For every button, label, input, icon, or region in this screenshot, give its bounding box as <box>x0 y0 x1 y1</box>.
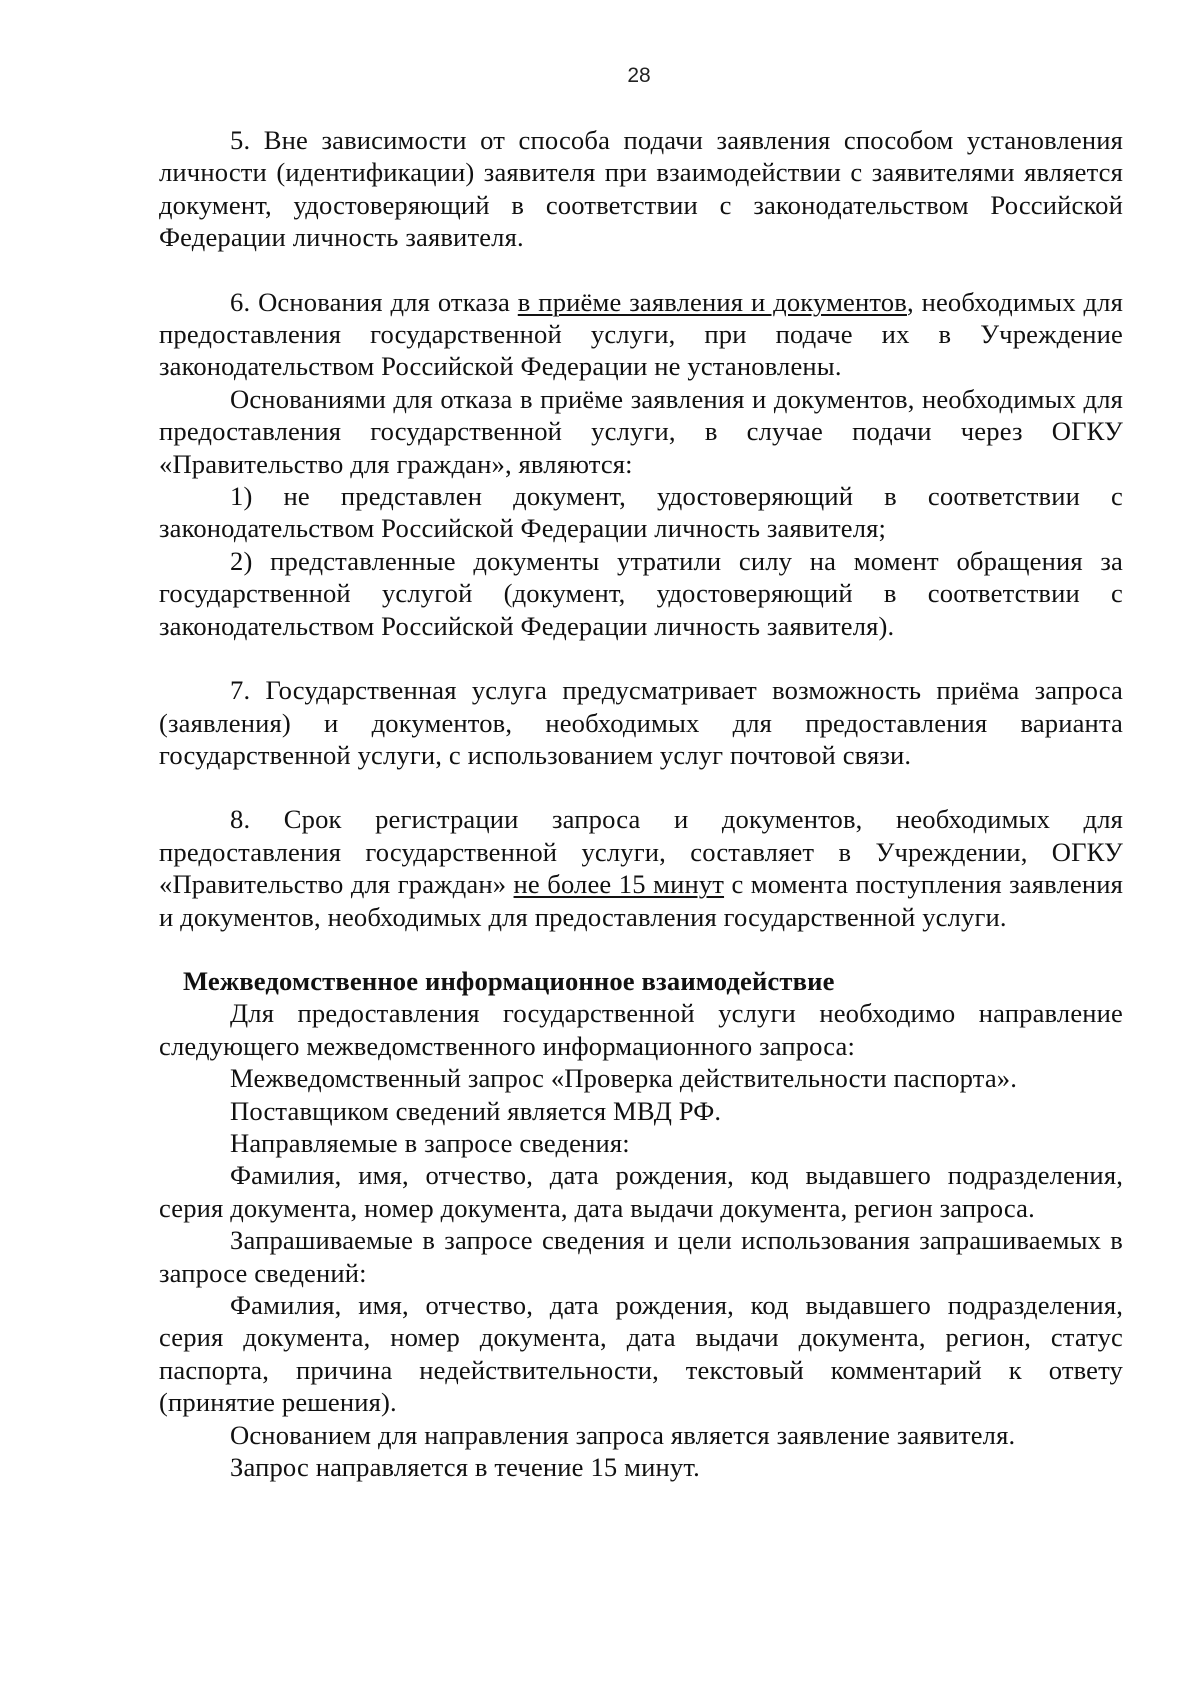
paragraph-6-end: , необходимых для предоставления государственной услуги, при подаче их в Учреждение законодательством Российской Федерации не установлены. <box>159 286 1123 382</box>
paragraph-8-start: 8. Срок регистрации запроса и документов, необходимых для предоставления государственной услуги, составляет в Учреждении, ОГКУ «Правительство для граждан» <box>159 804 1123 900</box>
paragraph-6 <box>159 286 1123 383</box>
paragraph-gap <box>159 933 1123 965</box>
section-deadline: Запрос направляется в течение 15 минут. <box>230 1452 700 1483</box>
section-sent-fields: Фамилия, имя, отчество, дата рождения, код выдавшего подразделения, серия документа, номер документа, дата выдачи документа, регион запроса. <box>159 1160 1123 1223</box>
section-heading: Межведомственное информационное взаимодействие <box>183 965 835 996</box>
section-provider: Поставщиком сведений является МВД РФ. <box>230 1095 722 1126</box>
section-sent-label: Направляемые в запросе сведения: <box>230 1127 630 1158</box>
paragraph-gap <box>159 642 1123 674</box>
paragraph-6-item-1: 1) не представлен документ, удостоверяющий в соответствии с законодательством Российской Федерации личность заявителя; <box>159 481 1123 544</box>
paragraph-6-grounds: Основаниями для отказа в приёме заявления и документов, необходимых для предоставления государственной услуги, в случае подачи через ОГКУ «Правительство для граждан», являются: <box>159 383 1123 479</box>
paragraph-gap <box>159 771 1123 803</box>
section-request: Межведомственный запрос «Проверка действительности паспорта». <box>230 1063 1018 1094</box>
paragraph-5: 5. Вне зависимости от способа подачи заявления способом установления личности (идентификации) заявителя при взаимодействии с заявителями является документ, удостоверяющий в соответствии с законодательством Российской Федерации личность заявителя. <box>159 125 1123 253</box>
paragraph-7: 7. Государственная услуга предусматривает возможность приёма запроса (заявления) и документов, необходимых для предоставления варианта государственной услуги, с использованием услуг почтовой связи. <box>159 675 1123 770</box>
paragraph-6-start: 6. Основания для отказа <box>230 286 518 317</box>
section-requested-label: Запрашиваемые в запросе сведения и цели использования запрашиваемых в запросе сведений: <box>159 1225 1123 1288</box>
section-basis: Основанием для направления запроса является заявление заявителя. <box>230 1419 1016 1450</box>
paragraph-6-item-2: 2) представленные документы утратили силу на момент обращения за государственной услугой (документ, удостоверяющий в соответствии с законодательством Российской Федерации личность заявителя). <box>159 545 1123 641</box>
paragraph-6-underlined: в приёме заявления и документов <box>517 286 907 317</box>
paragraph-8-underlined: не более 15 минут <box>513 869 725 900</box>
section-intro: Для предоставления государственной услуги необходимо направление следующего межведомственного информационного запроса: <box>159 998 1123 1061</box>
document-body <box>159 124 1123 1483</box>
paragraph-gap <box>159 254 1123 286</box>
paragraph-8 <box>159 803 1123 933</box>
page-number: 28 <box>627 64 651 87</box>
section-requested-fields: Фамилия, имя, отчество, дата рождения, код выдавшего подразделения, серия документа, номер документа, дата выдачи документа, регион, статус паспорта, причина недействительности, текстовый комментарий к ответу (принятие решения). <box>159 1290 1123 1418</box>
paragraph-8-end: с момента поступления заявления и документов, необходимых для предоставления государственной услуги. <box>159 869 1123 932</box>
